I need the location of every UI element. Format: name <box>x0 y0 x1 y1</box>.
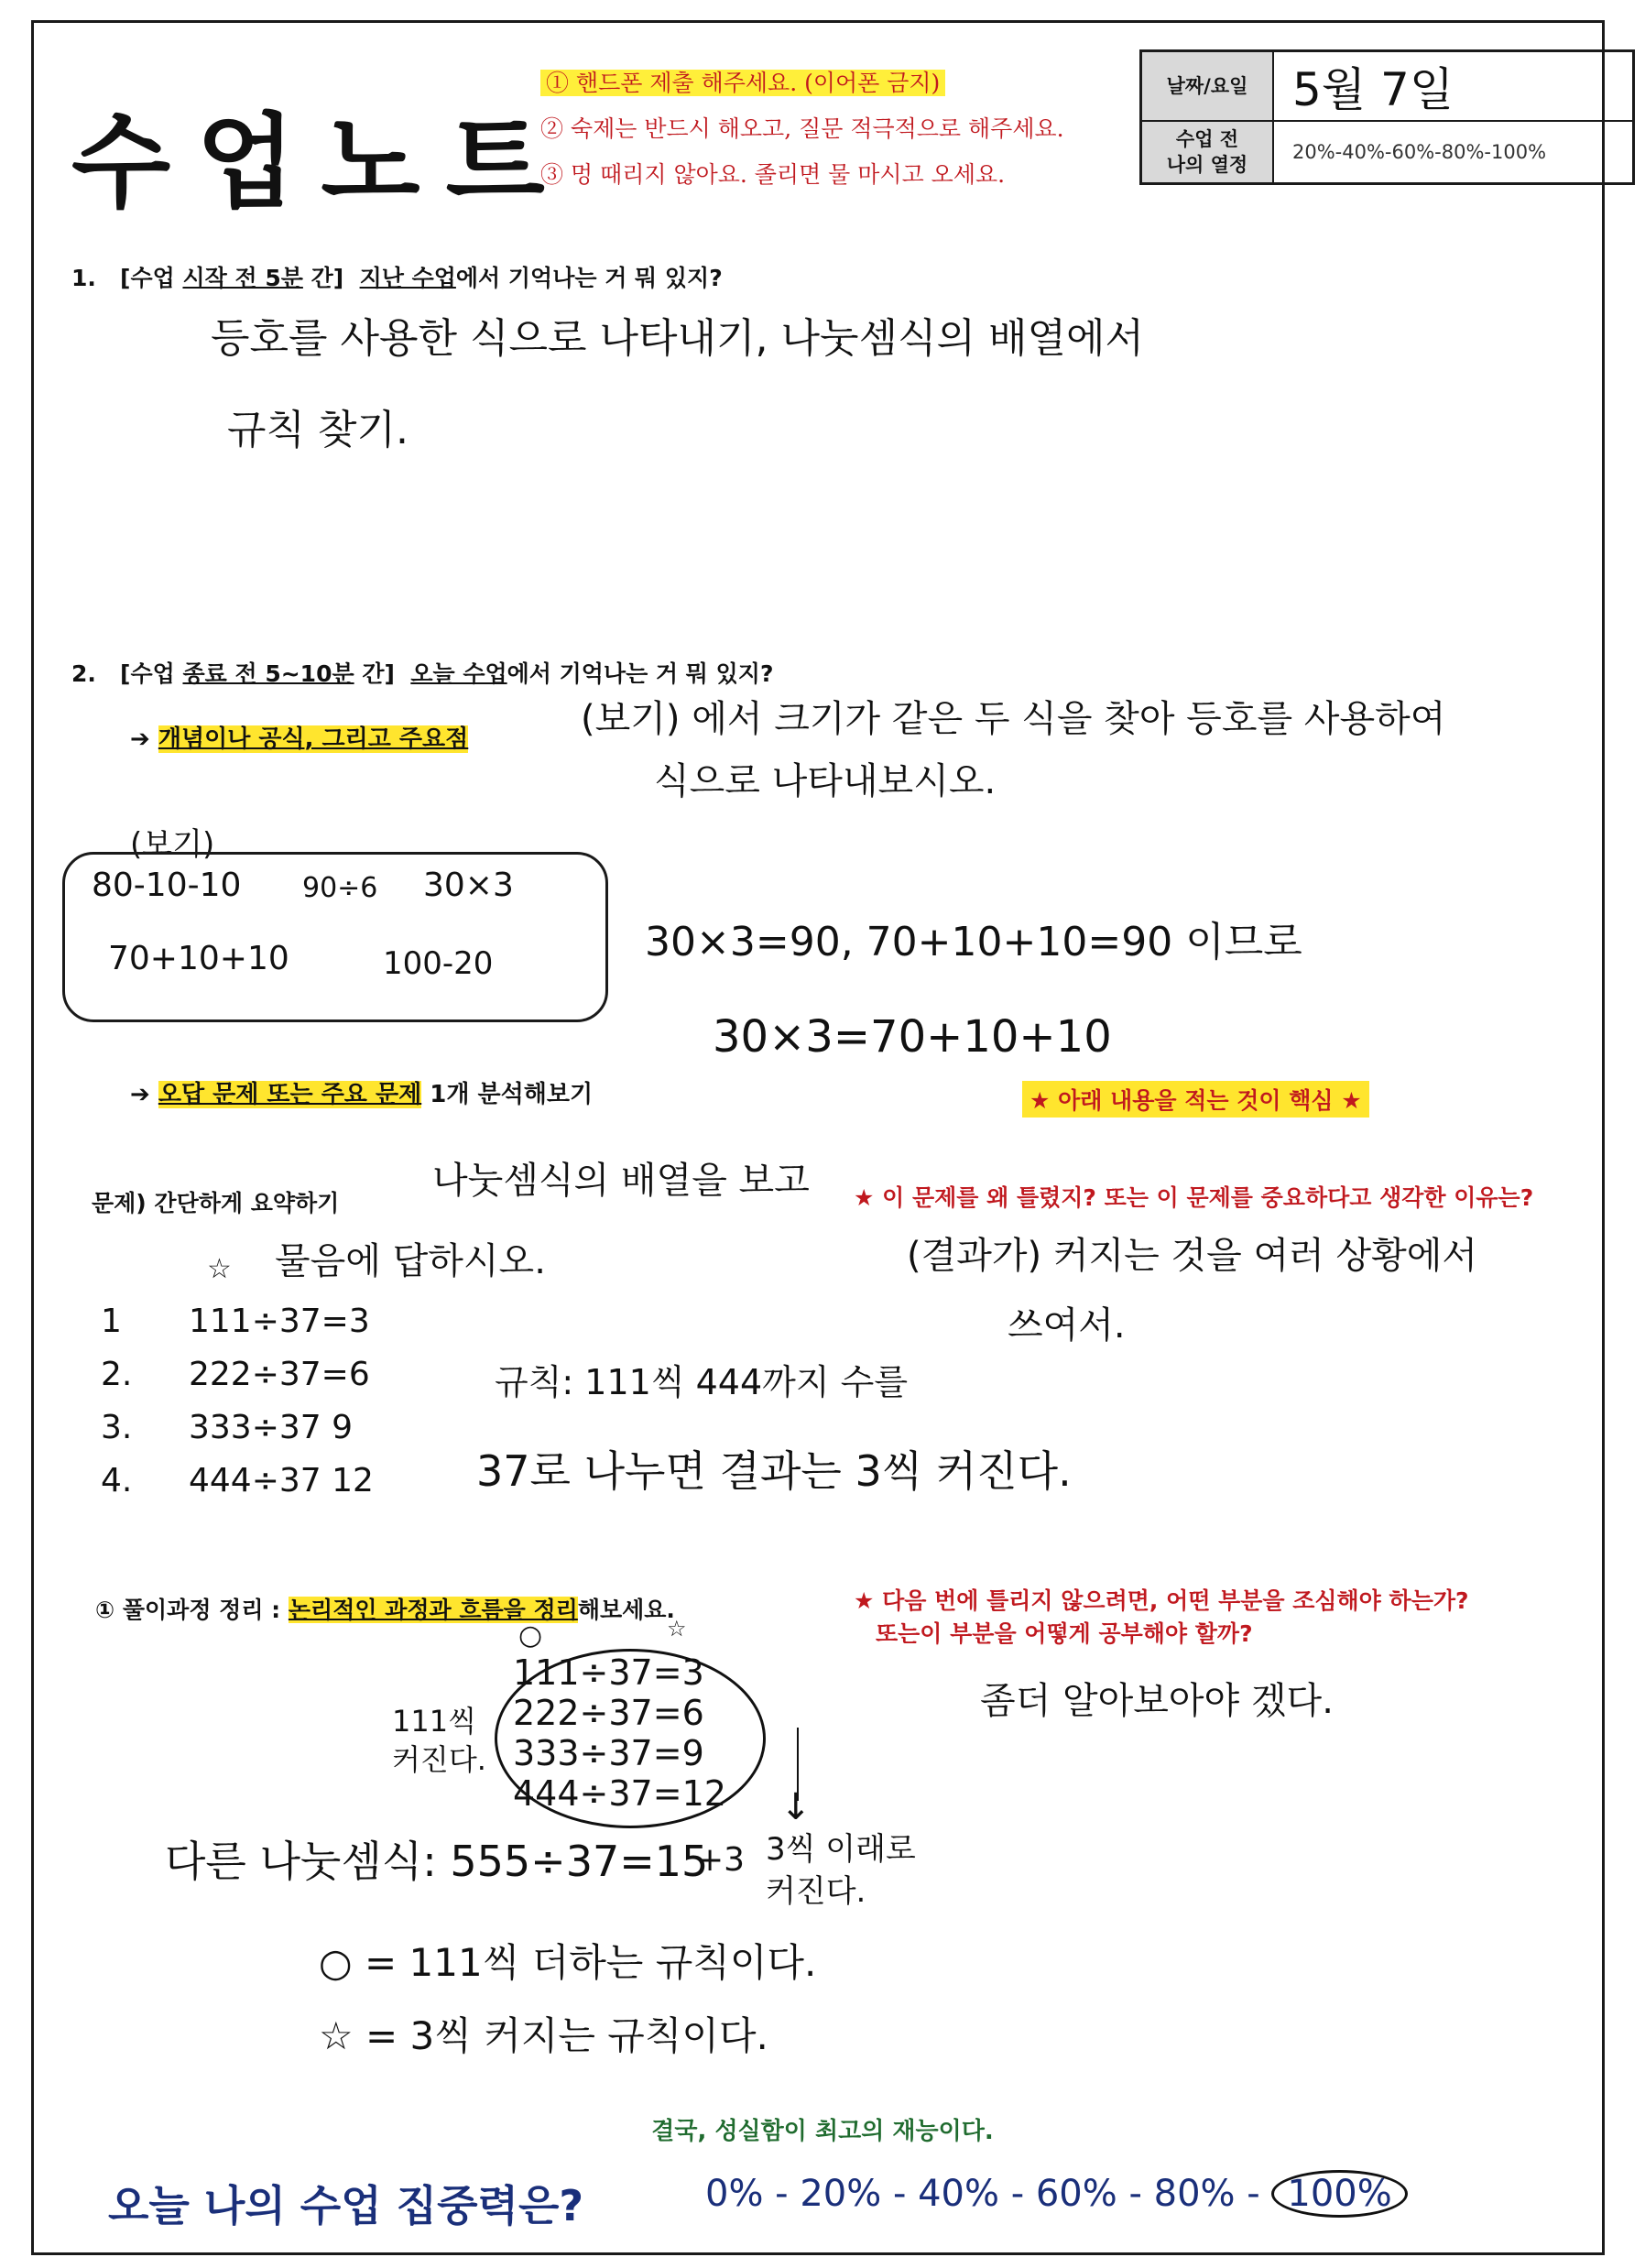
problem-label: 문제) 간단하게 요약하기 <box>92 1190 340 1216</box>
problem-row: 4. 444÷37 12 <box>101 1462 374 1499</box>
why-answer-1: (결과가) 커지는 것을 여러 상황에서 <box>907 1235 1478 1277</box>
rule-2: ② 숙제는 반드시 해오고, 질문 적극적으로 해주세요. <box>540 115 1064 142</box>
class-rules <box>540 60 1064 198</box>
q1-answer-line-2: 규칙 찾기. <box>227 407 409 453</box>
why-question: ★ 이 문제를 왜 틀렸지? 또는 이 문제를 중요하다고 생각한 이유는? <box>854 1184 1534 1211</box>
concept-line-1: (보기) 에서 크기가 같은 두 식을 찾아 등호를 사용하여 <box>581 698 1446 740</box>
problem-row: 3. 333÷37 9 <box>101 1409 354 1446</box>
concept-line-2: 식으로 나타내보시오. <box>654 760 997 802</box>
rule-line-1: 규칙: 111씩 444까지 수를 <box>495 1362 909 1402</box>
next-answer: 좀더 알아보아야 겠다. <box>980 1680 1334 1722</box>
problem-summary-2: 물음에 답하시오. <box>275 1240 546 1282</box>
side-note: 111씩 커진다. <box>392 1704 486 1777</box>
info-table <box>1139 49 1635 185</box>
solution-lines: 111÷37=3 222÷37=6 333÷37=9 444÷37=12 <box>513 1652 726 1814</box>
passion-label: 수업 전 나의 열정 <box>1141 121 1274 184</box>
q1-heading: 1. [수업 시작 전 5분 간] 지난 수업에서 기억나는 거 뭐 있지? <box>71 265 723 291</box>
solution-label: ① 풀이과정 정리 : 논리적인 과정과 흐름을 정리해보세요. <box>95 1597 675 1623</box>
why-answer-2: 쓰여서. <box>1008 1304 1126 1347</box>
concentration-label: 오늘 나의 수업 집중력은? <box>108 2181 584 2230</box>
q2-heading: 2. [수업 종료 전 5~10분 간] 오늘 수업에서 기억나는 거 뭐 있지? <box>71 660 774 687</box>
wrong-problem-label: ➔ 오답 문제 또는 주요 문제 1개 분석해보기 <box>130 1081 594 1108</box>
arrow-down-icon: ↓ <box>780 1786 812 1828</box>
rule-1: ① 핸드폰 제출 해주세요. (이어폰 금지) <box>540 70 945 96</box>
equation-line-1: 30×3=90, 70+10+10=90 이므로 <box>645 919 1302 965</box>
problem-rows <box>101 1295 374 1508</box>
rule-line-2: 37로 나누면 결과는 3씩 커진다. <box>476 1446 1072 1496</box>
example-item: 80-10-10 <box>92 867 242 904</box>
other-division: 다른 나눗셈식: 555÷37=15 <box>165 1837 709 1886</box>
rule-3: ③ 멍 때리지 않아요. 졸리면 물 마시고 오세요. <box>540 161 1006 188</box>
page-title: 수업노트 <box>71 104 571 223</box>
example-item: 30×3 <box>423 867 514 904</box>
example-label: (보기) <box>130 826 215 863</box>
plus-three: +3 <box>696 1841 746 1879</box>
star-mark: ☆ <box>207 1253 232 1285</box>
example-item: 70+10+10 <box>108 940 289 977</box>
equation-line-2: 30×3=70+10+10 <box>713 1011 1112 1063</box>
example-item: 100-20 <box>383 945 494 982</box>
problem-row: 1 111÷37=3 <box>101 1303 370 1340</box>
passion-scale: 20%-40%-60%-80%-100% <box>1292 141 1547 163</box>
star-mark: ☆ <box>667 1616 687 1641</box>
concentration-scale: 0% - 20% - 40% - 60% - 80% - 100% <box>705 2173 1408 2215</box>
selected-concentration: 100% <box>1271 2170 1407 2218</box>
conclusion-2: ☆ = 3씩 커지는 규칙이다. <box>319 2013 768 2058</box>
core-note: ★ 아래 내용을 적는 것이 핵심 ★ <box>1022 1081 1369 1118</box>
example-item: 90÷6 <box>302 872 378 904</box>
problem-summary-1: 나눗셈식의 배열을 보고 <box>432 1160 810 1202</box>
date-label: 날짜/요일 <box>1141 51 1274 122</box>
next-question: ★ 다음 번에 틀리지 않으려면, 어떤 부분을 조심해야 하는가? 또는이 부분을 어떻게 공부해야 할까? <box>854 1587 1469 1647</box>
right-note: 3씩 이래로 커진다. <box>766 1831 916 1910</box>
problem-row: 2. 222÷37=6 <box>101 1356 370 1393</box>
concept-label: ➔ 개념이나 공식, 그리고 주요점 <box>130 725 469 753</box>
q1-answer-line-1: 등호를 사용한 식으로 나타내기, 나눗셈식의 배열에서 <box>211 315 1145 362</box>
circle-mark: ○ <box>518 1619 543 1652</box>
date-value: 5월 7일 <box>1292 63 1454 116</box>
conclusion-1: ○ = 111씩 더하는 규칙이다. <box>319 1940 817 1985</box>
motto: 결국, 성실함이 최고의 재능이다. <box>651 2118 994 2145</box>
